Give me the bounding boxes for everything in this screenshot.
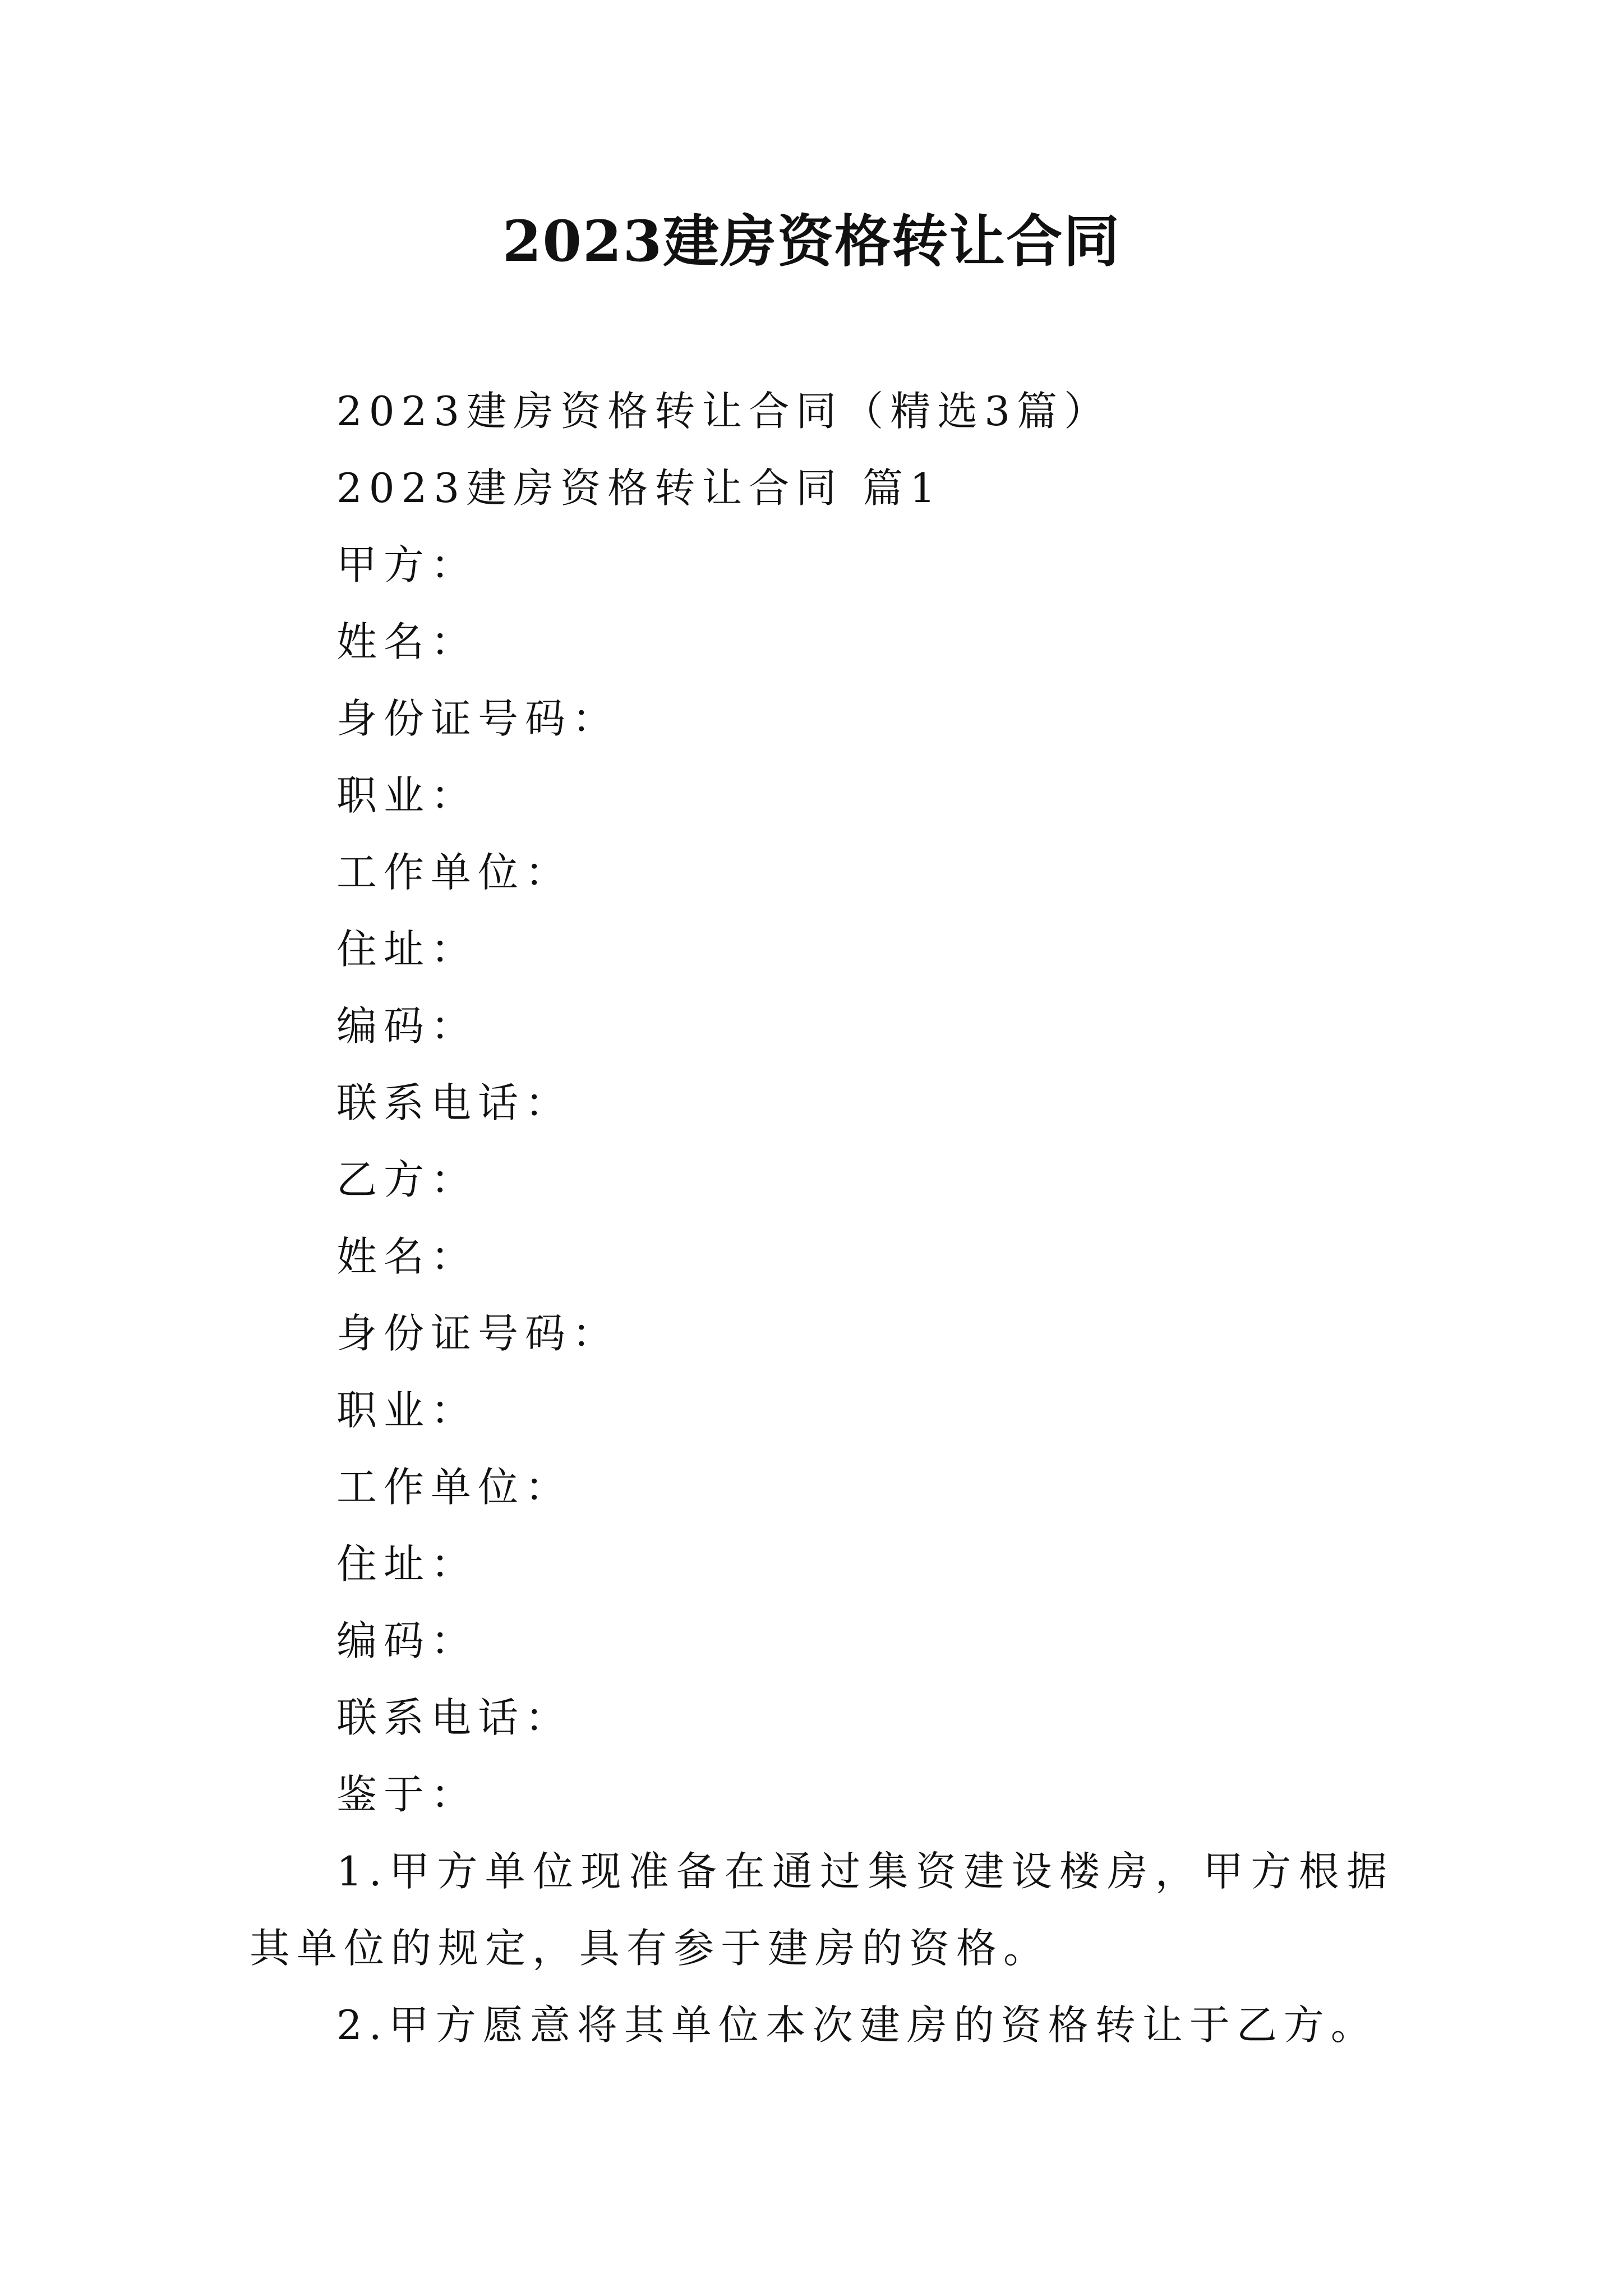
section-heading: 2023建房资格转让合同 篇1 (336, 464, 942, 512)
party-b-label: 乙方： (336, 1156, 478, 1203)
party-a-address-field: 住址： (336, 926, 478, 973)
whereas-label: 鉴于： (336, 1771, 478, 1818)
party-a-id-field: 身份证号码： (336, 695, 620, 742)
party-b-postcode-field: 编码： (336, 1617, 478, 1664)
party-a-phone-field: 联系电话： (336, 1079, 573, 1126)
party-a-employer-field: 工作单位： (336, 849, 573, 896)
party-b-phone-field: 联系电话： (336, 1694, 573, 1741)
party-b-name-field: 姓名： (336, 1233, 478, 1280)
party-a-label: 甲方： (336, 541, 478, 588)
party-a-postcode-field: 编码： (336, 1002, 478, 1050)
party-b-id-field: 身份证号码： (336, 1310, 620, 1357)
document-body (250, 373, 1394, 2064)
party-a-occupation-field: 职业： (336, 772, 478, 819)
clause-2: 2.甲方愿意将其单位本次建房的资格转让于乙方。 (336, 2001, 1378, 2049)
party-a-name-field: 姓名： (336, 618, 478, 665)
party-b-occupation-field: 职业： (336, 1387, 478, 1434)
clause-1: 1.甲方单位现准备在通过集资建设楼房，甲方根据其单位的规定，具有参于建房的资格。 (250, 1848, 1394, 1972)
subtitle-line: 2023建房资格转让合同（精选3篇） (336, 388, 1112, 435)
document-title: 2023建房资格转让合同 (502, 208, 1121, 274)
party-b-employer-field: 工作单位： (336, 1464, 573, 1511)
party-b-address-field: 住址： (336, 1540, 478, 1588)
